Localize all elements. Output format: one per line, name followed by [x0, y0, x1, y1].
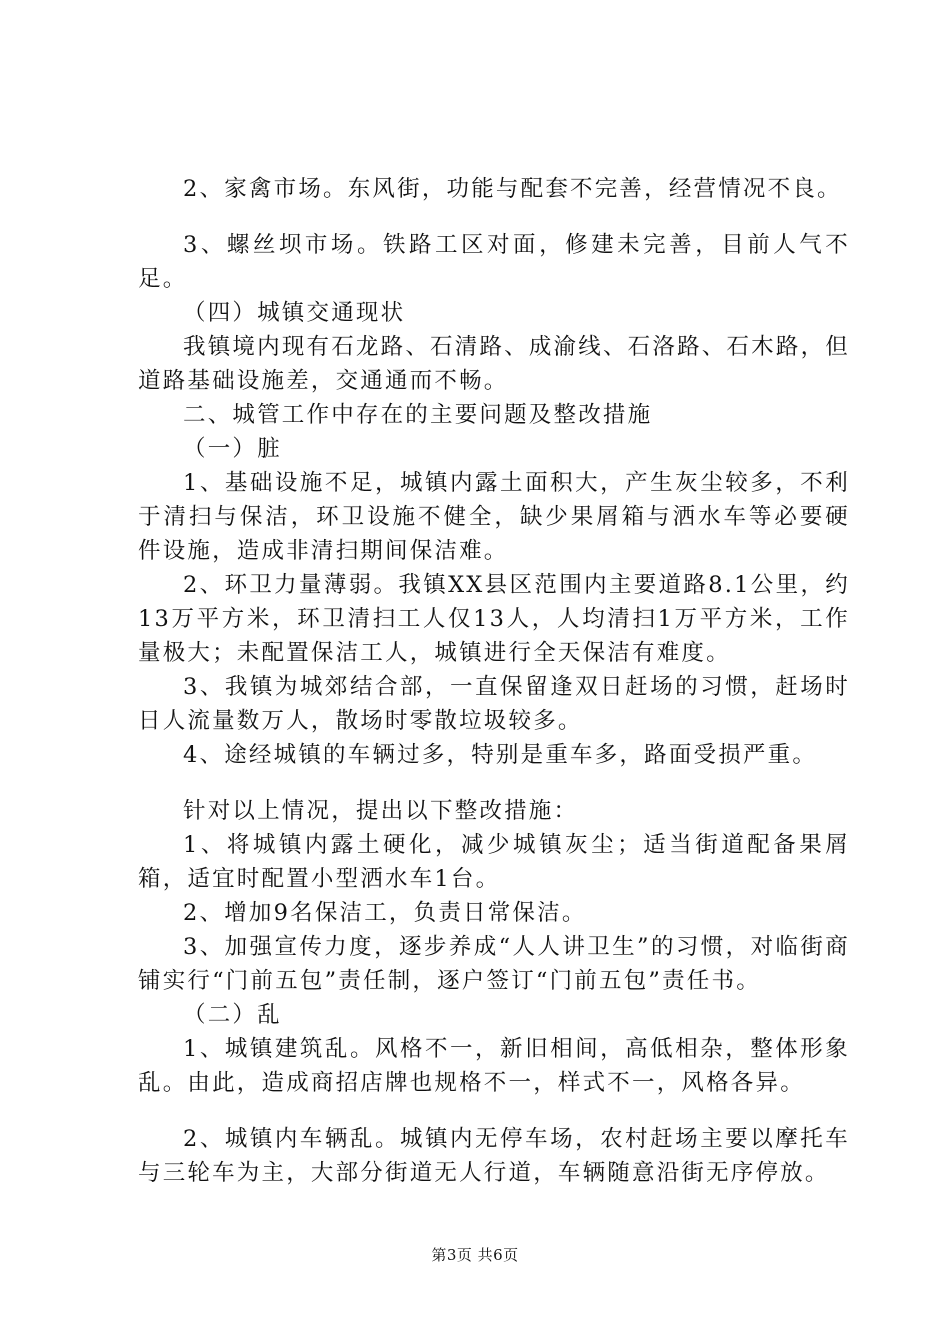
paragraph: 3、我镇为城郊结合部，一直保留逢双日赶场的习惯，赶场时日人流量数万人，散场时零散垃圾较多。 — [138, 674, 850, 734]
paragraph: 3、加强宣传力度，逐步养成“人人讲卫生”的习惯，对临街商铺实行“门前五包”责任制，逐户签订“门前五包”责任书。 — [138, 934, 850, 994]
paragraph: 2、城镇内车辆乱。城镇内无停车场，农村赶场主要以摩托车与三轮车为主，大部分街道无人行道，车辆随意沿街无序停放。 — [138, 1126, 850, 1186]
paragraph: 4、途经城镇的车辆过多，特别是重车多，路面受损严重。 — [183, 742, 818, 768]
paragraph: 2、增加9名保洁工，负责日常保洁。 — [183, 900, 587, 926]
paragraph: 1、城镇建筑乱。风格不一，新旧相间，高低相杂，整体形象乱。由此，造成商招店牌也规格不一，样式不一，风格各异。 — [138, 1036, 850, 1096]
paragraph: 3、螺丝坝市场。铁路工区对面，修建未完善，目前人气不足。 — [138, 232, 850, 292]
section-heading: （一）脏 — [183, 436, 282, 462]
paragraph: 2、家禽市场。东风街，功能与配套不完善，经营情况不良。 — [183, 176, 842, 202]
paragraph: 1、基础设施不足，城镇内露土面积大，产生灰尘较多，不利于清扫与保洁，环卫设施不健全，缺少果屑箱与洒水车等必要硬件设施，造成非清扫期间保洁难。 — [138, 470, 850, 564]
document-body — [138, 172, 850, 1190]
paragraph: 针对以上情况，提出以下整改措施： — [183, 798, 579, 824]
section-heading: （二）乱 — [183, 1002, 282, 1028]
paragraph: 我镇境内现有石龙路、石清路、成渝线、石洛路、石木路，但道路基础设施差，交通通而不畅。 — [138, 334, 850, 394]
page-number: 第3页 共6页 — [431, 1246, 519, 1264]
paragraph: 2、环卫力量薄弱。我镇XX县区范围内主要道路8.1公里，约13万平方米，环卫清扫工人仅13人，人均清扫1万平方米，工作量极大；未配置保洁工人，城镇进行全天保洁有难度。 — [138, 572, 850, 666]
paragraph: 1、将城镇内露土硬化，减少城镇灰尘；适当街道配备果屑箱，适宜时配置小型洒水车1台。 — [138, 832, 850, 892]
section-heading: （四）城镇交通现状 — [183, 300, 406, 326]
section-heading: 二、城管工作中存在的主要问题及整改措施 — [183, 402, 653, 428]
